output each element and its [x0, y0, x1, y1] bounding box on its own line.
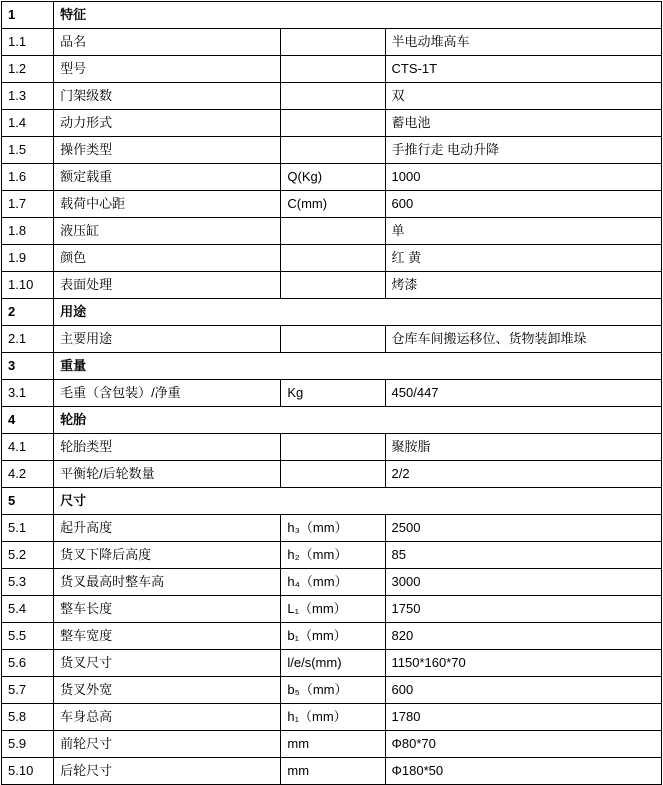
table-row [2, 137, 662, 164]
row-number-cell: 5.10 [2, 758, 54, 785]
row-item-cell: 货叉下降后高度 [54, 542, 281, 569]
table-row [2, 731, 662, 758]
table-row [2, 569, 662, 596]
row-value-cell: 3000 [385, 569, 661, 596]
row-value-cell: 1000 [385, 164, 661, 191]
row-number-cell: 4.1 [2, 434, 54, 461]
row-unit-cell: Q(Kg) [281, 164, 385, 191]
row-number-cell: 3 [2, 353, 54, 380]
row-value-cell: 1780 [385, 704, 661, 731]
row-number-cell: 1.4 [2, 110, 54, 137]
row-number-cell: 5.7 [2, 677, 54, 704]
section-title-cell: 用途 [54, 299, 662, 326]
row-item-cell: 车身总高 [54, 704, 281, 731]
row-number-cell: 1.8 [2, 218, 54, 245]
table-row [2, 704, 662, 731]
row-value-cell: 聚胺脂 [385, 434, 661, 461]
specification-table [1, 1, 662, 785]
row-number-cell: 5.3 [2, 569, 54, 596]
row-number-cell: 3.1 [2, 380, 54, 407]
section-title-cell: 轮胎 [54, 407, 662, 434]
row-item-cell: 货叉最高时整车高 [54, 569, 281, 596]
table-row [2, 515, 662, 542]
row-number-cell: 1.7 [2, 191, 54, 218]
row-item-cell: 轮胎类型 [54, 434, 281, 461]
table-row [2, 29, 662, 56]
row-number-cell: 1.1 [2, 29, 54, 56]
row-item-cell: 液压缸 [54, 218, 281, 245]
spec-sheet [0, 1, 663, 778]
row-unit-cell: L₁（mm） [281, 596, 385, 623]
row-value-cell: 600 [385, 677, 661, 704]
row-item-cell: 后轮尺寸 [54, 758, 281, 785]
row-item-cell: 货叉外宽 [54, 677, 281, 704]
row-unit-cell [281, 326, 385, 353]
section-title-cell: 尺寸 [54, 488, 662, 515]
row-item-cell: 载荷中心距 [54, 191, 281, 218]
row-value-cell: 仓库车间搬运移位、货物装卸堆垛 [385, 326, 661, 353]
row-number-cell: 1.9 [2, 245, 54, 272]
table-row [2, 299, 662, 326]
row-value-cell: 单 [385, 218, 661, 245]
row-number-cell: 5.9 [2, 731, 54, 758]
row-number-cell: 5.2 [2, 542, 54, 569]
row-unit-cell: Kg [281, 380, 385, 407]
table-row [2, 83, 662, 110]
row-item-cell: 货叉尺寸 [54, 650, 281, 677]
row-unit-cell [281, 56, 385, 83]
row-value-cell: 双 [385, 83, 661, 110]
row-value-cell: 2500 [385, 515, 661, 542]
row-unit-cell: b₅（mm） [281, 677, 385, 704]
table-row [2, 758, 662, 785]
table-row [2, 677, 662, 704]
row-item-cell: 整车宽度 [54, 623, 281, 650]
row-number-cell: 1.3 [2, 83, 54, 110]
table-row [2, 272, 662, 299]
row-item-cell: 动力形式 [54, 110, 281, 137]
table-row [2, 407, 662, 434]
row-number-cell: 5 [2, 488, 54, 515]
table-row [2, 461, 662, 488]
table-row [2, 542, 662, 569]
table-row [2, 488, 662, 515]
row-value-cell: 手推行走 电动升降 [385, 137, 661, 164]
row-value-cell: 820 [385, 623, 661, 650]
row-unit-cell [281, 137, 385, 164]
section-title-cell: 重量 [54, 353, 662, 380]
row-unit-cell: h₁（mm） [281, 704, 385, 731]
row-item-cell: 前轮尺寸 [54, 731, 281, 758]
row-item-cell: 平衡轮/后轮数量 [54, 461, 281, 488]
row-number-cell: 5.8 [2, 704, 54, 731]
row-value-cell: 450/447 [385, 380, 661, 407]
row-value-cell: 半电动堆高车 [385, 29, 661, 56]
row-number-cell: 2.1 [2, 326, 54, 353]
row-number-cell: 5.1 [2, 515, 54, 542]
row-unit-cell [281, 434, 385, 461]
row-value-cell: 烤漆 [385, 272, 661, 299]
row-item-cell: 操作类型 [54, 137, 281, 164]
row-unit-cell [281, 218, 385, 245]
row-item-cell: 整车长度 [54, 596, 281, 623]
row-value-cell: Φ80*70 [385, 731, 661, 758]
table-row [2, 56, 662, 83]
row-value-cell: Φ180*50 [385, 758, 661, 785]
row-number-cell: 1.5 [2, 137, 54, 164]
table-row [2, 623, 662, 650]
row-unit-cell [281, 29, 385, 56]
row-value-cell: 1750 [385, 596, 661, 623]
row-unit-cell: h₄（mm） [281, 569, 385, 596]
specification-table-body [2, 2, 662, 785]
row-value-cell: CTS-1T [385, 56, 661, 83]
row-unit-cell: h₂（mm） [281, 542, 385, 569]
row-number-cell: 5.4 [2, 596, 54, 623]
row-item-cell: 主要用途 [54, 326, 281, 353]
row-item-cell: 额定载重 [54, 164, 281, 191]
row-unit-cell [281, 461, 385, 488]
row-number-cell: 1 [2, 2, 54, 29]
row-value-cell: 蓄电池 [385, 110, 661, 137]
row-unit-cell: mm [281, 731, 385, 758]
row-unit-cell: l/e/s(mm) [281, 650, 385, 677]
row-value-cell: 1150*160*70 [385, 650, 661, 677]
row-number-cell: 5.6 [2, 650, 54, 677]
row-unit-cell [281, 83, 385, 110]
row-unit-cell [281, 245, 385, 272]
table-row [2, 380, 662, 407]
table-row [2, 326, 662, 353]
row-item-cell: 门架级数 [54, 83, 281, 110]
row-item-cell: 起升高度 [54, 515, 281, 542]
row-number-cell: 4.2 [2, 461, 54, 488]
row-unit-cell [281, 110, 385, 137]
table-row [2, 218, 662, 245]
row-number-cell: 4 [2, 407, 54, 434]
row-value-cell: 600 [385, 191, 661, 218]
row-number-cell: 2 [2, 299, 54, 326]
row-unit-cell: mm [281, 758, 385, 785]
table-row [2, 596, 662, 623]
row-item-cell: 毛重（含包装）/净重 [54, 380, 281, 407]
row-item-cell: 型号 [54, 56, 281, 83]
row-value-cell: 红 黄 [385, 245, 661, 272]
row-number-cell: 1.6 [2, 164, 54, 191]
row-value-cell: 2/2 [385, 461, 661, 488]
table-row [2, 245, 662, 272]
table-row [2, 434, 662, 461]
row-unit-cell: h₃（mm） [281, 515, 385, 542]
table-row [2, 191, 662, 218]
row-unit-cell: C(mm) [281, 191, 385, 218]
row-unit-cell: b₁（mm） [281, 623, 385, 650]
row-number-cell: 1.2 [2, 56, 54, 83]
row-number-cell: 5.5 [2, 623, 54, 650]
row-number-cell: 1.10 [2, 272, 54, 299]
row-item-cell: 颜色 [54, 245, 281, 272]
row-item-cell: 品名 [54, 29, 281, 56]
row-value-cell: 85 [385, 542, 661, 569]
table-row [2, 650, 662, 677]
table-row [2, 164, 662, 191]
table-row [2, 110, 662, 137]
row-item-cell: 表面处理 [54, 272, 281, 299]
row-unit-cell [281, 272, 385, 299]
table-row [2, 2, 662, 29]
table-row [2, 353, 662, 380]
section-title-cell: 特征 [54, 2, 662, 29]
